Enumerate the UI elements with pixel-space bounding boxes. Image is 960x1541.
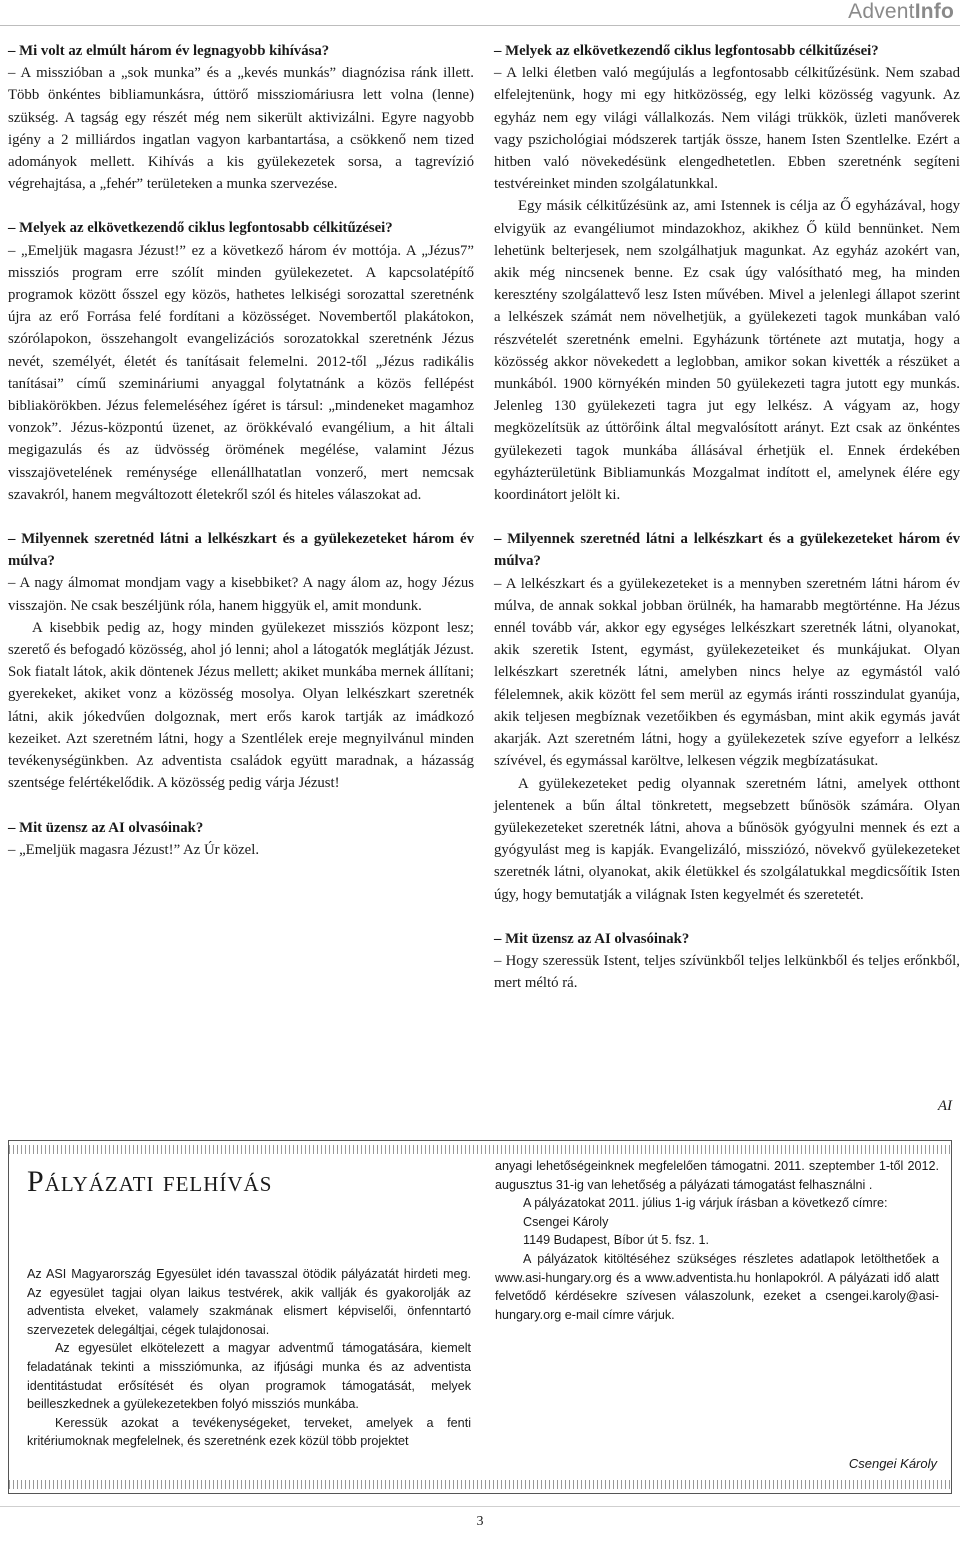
interview-answer: – „Emeljük magasra Jézust!” Az Úr közel. xyxy=(8,841,260,858)
interview-answer: – „Emeljük magasra Jézust!” ez a következő három év mottója. A „Jézus7” missziós program erre szólít minden gyülekezetet. A kapcsolatépítő programok között ősszel egy közös, hathetes lelkiségi sorozattal szeretnénk újra az erő Forrása felé fordítani a közösséget. Novembertől plakátokon, szórólapokon, összehangolt evangelizációs sorozatokkal szeretnénk Jézus nevét, személyét, életét és tanításait felemelni. 2012-től „Jézus radikális tanításai” című szemináriumi anyaggal folytatnánk a közös fellépést bibliakörökben. Jézus felemeléséhez ígéret is társul: „mindeneket magamhoz vonzok”. Jézus-központú üzenet, az örökkévaló evangélium, a hit általi megigazulás és az üdvösség örömének megélése, valamint Jézus visszajövetelének reménysége ellenállhatatlan vonzerő, mert nemcsak szavakról, hanem megváltozott életekről szól és hiteles válaszokat ad. xyxy=(8,242,474,503)
interview-question: – Melyek az elkövetkezendő ciklus legfontosabb célkitűzései? xyxy=(8,220,393,237)
interview-answer: – A lelkészkart és a gyülekezeteket is a mennyben szeretném látni három év múlva, de annak sokkal jobban örülnék, ha hamarabb megtörténne. Ha Jézus ennél tovább vár, akkor egy egységes lelkészkart szeretnék látni, olyanokat, akik szeretik Istent, egymást, gyülekezeteiket és munkájukat. Olyan lelkészkart szeretnék látni, amelyben nincs helye az egymástól való félelemnek, akik között fel sem merül az egymás iránti rosszindulat gyanúja, akik teljesen megbíznak vezetőikben és egymásban, mint akik egymás javát akarják. Azt szeretném látni, hogy a gyülekezetek szíve egyeforr a lelkész szívével, és egymással karöltve, lelkesen végzik megbízatásukat. xyxy=(494,575,960,770)
header-rule xyxy=(0,25,960,26)
box-signature: Csengei Károly xyxy=(848,1456,937,1471)
box-paragraph: Az ASI Magyarország Egyesület idén tavasszal ötödik pályázatát hirdeti meg. Az egyesület tagjai olyan laikus testvérek, akik vallják és gyakorolják az adventista elveket, valamely szakmának elismert képviselői, önfenntartó szervezetek delegáltjai, cégek tulajdonosai. xyxy=(27,1267,471,1337)
box-title: Pályázati felhívás xyxy=(27,1165,273,1198)
ornament-border-bottom xyxy=(9,1480,951,1489)
article-signature: AI xyxy=(937,1098,952,1114)
footer-rule xyxy=(0,1506,960,1507)
box-column-left xyxy=(27,1265,471,1451)
interview-answer: Egy másik célkitűzésünk az, ami Istennek is célja az Ő egyházával, hogy elvigyük az evangéliumot mindazokhoz, akikhez Ő küld bennünket. Nem lehetünk belterjesek, nem szolgálhatjuk magunkat. Az egyház azokért van, akik még nincsenek benne. Ez csak úgy valósítható meg, ha minden keresztény szolgálattevő lesz Isten művében. Mivel a jelenlegi állapot szerint a lelkészek számát nem növelhetjük, a gyülekezeti tagok munkában való részvételét szeretnénk emelni. Egyházunk története azt mutatja, hogy a közösség akkor növekedett a leglobban, amikor sokan kivették a részüket a munkából. 1900 környékén minden 50 gyülekezeti tagra jutott egy munkás. Jelenleg 130 gyülekezeti tagra jut egy lelkész. A vágyam az, hogy megközelítsük az úttörőink által megvalósított arányt. Ezt csak az önkéntes gyülekezeti tagok munkába állásával érhetjük el. Ennek érdekében egyházterületünk Bibliamunkás Mozgalmat indított el, amelynek élére egy koordinátort jelölt ki. xyxy=(494,198,960,504)
box-paragraph: Az egyesület elkötelezett a magyar adventmű támogatására, kiemelt feladatának tekinti a missziómunka, az ifjúsági munka és az adventista identitástudat erősítését és olyan programok támogatását, melyek beilleszkednek a gyülekezetekben folyó missziós munkába. xyxy=(27,1341,471,1412)
interview-answer: – A misszióban a „sok munka” és a „kevés munkás” diagnózisa ránk illett. Több önkéntes bibliamunkásra, úttörő missziomáriusra lett volna (lenne) szükség. A tagság egy részét még nem sikerült aktivizálni. Egyre nagyobb igény a 2 milliárdos ingatlan vagyon karbantartása, a csökkenő nem tized adományok mellett. Kihívás a kis gyülekezetek sorsa, a tagrevízió végrehajtása, a „fehér” területeken a munka szervezése. xyxy=(8,65,474,193)
box-paragraph: Keressük azokat a tevékenységeket, terveket, amelyek a fenti kritériumoknak megfelelnek, és szeretnénk ezek közül több projektet xyxy=(27,1415,471,1449)
interview-answer: A kisebbik pedig az, hogy minden gyülekezet missziós központ lesz; szerető és befogadó közösség, ahol jó lenni; ahol a látogatók meglátják Jézust. Sok fiatalt látok, akik döntenek Jézus mellett; akiket munkába mernek állítani; gyerekeket, akiket vonz a közösség mosolya. Olyan lelkészkart szeretnék látni, akik jókedvűen dolgoznak, mert erős karok tartják az imádkozó kezeiket. Azt szeretném látni, hogy a Szentlélek ereje megnyilvánul minden tevékenységünkben. Az adventista családok együtt maradnak, a házasság szentsége felértékelődik. A közösség pedig várja Jézust! xyxy=(8,619,474,792)
box-paragraph: A pályázatok kitöltéséhez szükséges részletes adatlapok letölthetőek a www.asi-hungary.org és a www.adventista.hu honlapokról. A pályázati idő alatt felvetődő kérdésekre szívesen válaszolunk, ezeket a csengei.karoly@asi-hungary.org e-mail címre várjuk. xyxy=(495,1251,939,1322)
page-number: 3 xyxy=(476,1514,484,1529)
interview-question: – Melyek az elkövetkezendő ciklus legfontosabb célkitűzései? xyxy=(494,43,879,59)
interview-answer: – A lelki életben való megújulás a legfontosabb célkitűzésünk. Nem szabad elfelejtenünk, hogy mi egy hitközösség, egy lelki közösség vagyunk. Az egyház nem egy világi vállalkozás. Nem világi trükkök, üzleti manőverek vagy pszichológiai módszerek tartják össze, hanem Isten Szentlelke. Ezért a hitben való növekedésünk elengedhetetlen. Ebben szeretnénk segíteni testvéreinket minden szolgálatunkkal. xyxy=(494,65,960,193)
box-paragraph: A pályázatokat 2011. július 1-ig várjuk írásban a következő címre: xyxy=(523,1196,888,1211)
interview-question: – Mi volt az elmúlt három év legnagyobb kihívása? xyxy=(8,43,330,59)
call-for-applications-box xyxy=(8,1140,952,1494)
box-column-right xyxy=(495,1157,939,1324)
article-column-left xyxy=(8,40,474,861)
interview-answer: – Hogy szeressük Istent, teljes szívünkből teljes lelkünkből és teljes erőnkből, mert méltó rá. xyxy=(494,952,960,992)
interview-question: – Mit üzensz az AI olvasóinak? xyxy=(8,819,204,836)
ornament-border-top xyxy=(9,1145,951,1154)
interview-question: – Milyennek szeretnéd látni a lelkészkart és a gyülekezeteket három év múlva? xyxy=(8,531,474,570)
box-paragraph: 1149 Budapest, Bíbor út 5. fsz. 1. xyxy=(523,1233,709,1248)
interview-answer: A gyülekezeteket pedig olyannak szeretném látni, amelyek otthont jelentenek a bűn által tönkretett, megsebzett bűnösök számára. Olyan gyülekezeteket szeretnék látni, ahova a bűnösök gyógyulni mennek és ezt a gyógyulást meg is kapják. Evangelizáló, missziózó, növekvő gyülekezeteket szeretnék látni, olyanokat, akik életükkel és szolgálatukkal megdicsőítik Isten úgy, hogy bemutatják a világnak Isten kegyelmét és szeretetét. xyxy=(494,775,960,903)
article-column-right xyxy=(494,40,960,994)
interview-question: – Mit üzensz az AI olvasóinak? xyxy=(494,930,690,947)
interview-answer: – A nagy álmomat mondjam vagy a kisebbiket? A nagy álom az, hogy Jézus visszajön. Ne csak beszéljünk róla, hanem higgyük el, amit mondunk. xyxy=(8,575,474,614)
box-paragraph: anyagi lehetőségeinknek megfelelően támogatni. 2011. szeptember 1-től 2012. augusztus 31-ig van lehetőség a pályázati támogatást felhasználni . xyxy=(495,1159,939,1192)
brand-logo: AdventInfo xyxy=(848,0,954,23)
box-paragraph: Csengei Károly xyxy=(523,1214,609,1229)
interview-question: – Milyennek szeretnéd látni a lelkészkart és a gyülekezeteket három év múlva? xyxy=(494,531,960,570)
